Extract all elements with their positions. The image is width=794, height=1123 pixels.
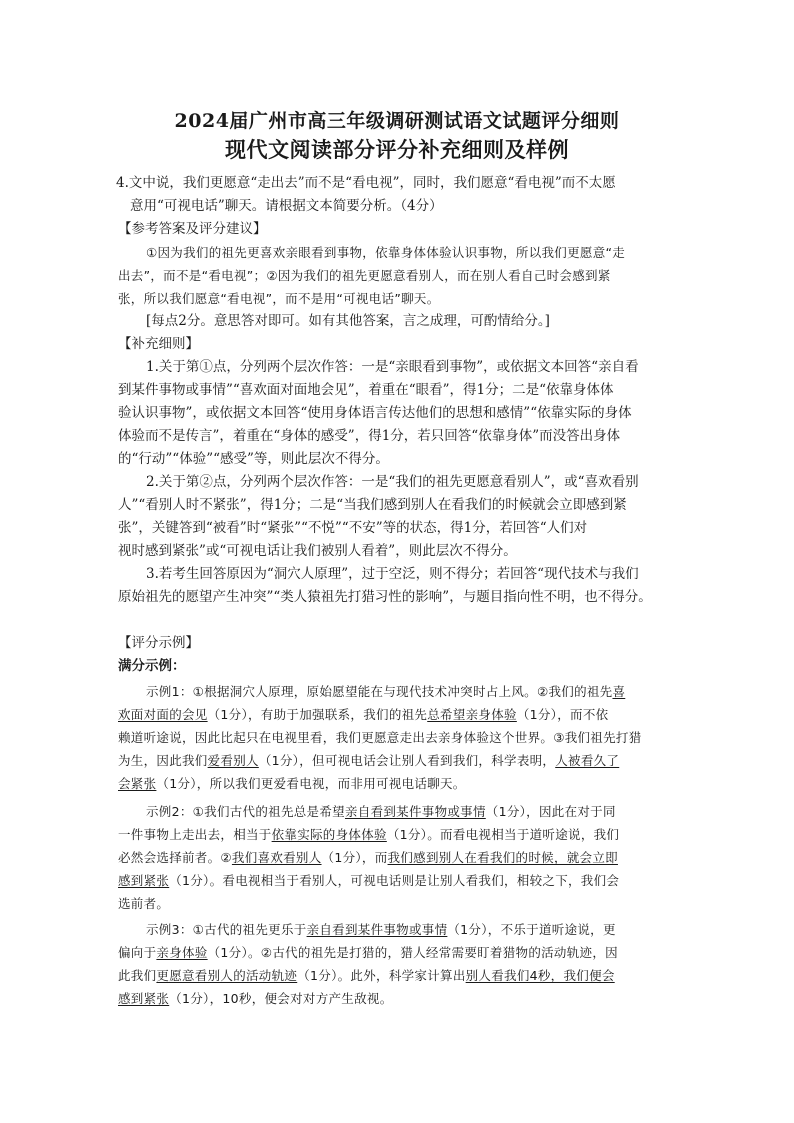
example-line: 示例3：①古代的祖先更乐于亲自看到某件事物或事情（1分），不乐于道听途说，更 xyxy=(146,922,616,937)
rule-line: 到某件事物或事情”“喜欢面对面地会见”，着重在“眼看”，得1分；二是“依靠身体体 xyxy=(118,382,614,398)
example-line: 赖道听途说，因此比起只在电视里看，我们更愿意走出去亲身体验这个世界。③我们祖先打猎 xyxy=(118,730,642,745)
rule-line: 体验而不是传言”，着重在“身体的感受”，得1分，若只回答“依靠身体”而没答出身体 xyxy=(118,428,621,444)
underlined-key-point: 我们感到别人在看我们的时候，就会立即 xyxy=(387,850,618,865)
rule-line: 2.关于第②点，分列两个层次作答：一是“我们的祖先更愿意看别人”，或“喜欢看别 xyxy=(146,474,639,490)
scoring-examples-section xyxy=(118,632,678,678)
underlined-key-point: 感到紧张 xyxy=(118,873,170,888)
supplementary-rules-section xyxy=(118,333,678,609)
full-score-label: 满分示例： xyxy=(118,658,186,674)
example-line: 感到紧张（1分）。看电视相当于看别人，可视电话则是让别人看我们，相较之下，我们会 xyxy=(118,873,620,888)
scoring-note: [每点2分。意思答对即可。如有其他答案，言之成理，可酌情给分。] xyxy=(146,313,550,329)
example-line: 会紧张（1分），所以我们更爱看电视，而非用可视电话聊天。 xyxy=(118,776,466,791)
underlined-key-point: 亲身体验 xyxy=(156,945,208,960)
rule-line: 张”，关键答到“被看”时“紧张”“不悦”“不安”等的状态，得1分，若回答“人们对 xyxy=(118,520,588,536)
underlined-key-point: 人被看久了 xyxy=(555,753,620,768)
rule-line: 1.关于第①点，分列两个层次作答：一是“亲眼看到事物”，或依据文本回答“亲自看 xyxy=(146,359,639,375)
example-line: 感到紧张（1分），10秒，便会对对方产生敌视。 xyxy=(118,991,393,1006)
rule-line: 原始祖先的愿望产生冲突”“类人猿祖先打猎习性的影响”，与题目指向性不明，也不得分。 xyxy=(118,589,652,605)
document-subtitle: 现代文阅读部分评分补充细则及样例 xyxy=(225,137,569,162)
example-line: 欢面对面的会见（1分），有助于加强联系，我们的祖先总希望亲身体验（1分），而不依 xyxy=(118,707,609,722)
underlined-key-point: 依靠实际的身体体验 xyxy=(271,827,387,842)
example-1 xyxy=(118,680,678,795)
example-line: 示例1：①根据洞穴人原理，原始愿望能在与现代技术冲突时占上风。②我们的祖先喜 xyxy=(146,684,626,699)
rule-line: 3.若考生回答原因为“洞穴人原理”，过于空泛，则不得分；若回答“现代技术与我们 xyxy=(146,566,639,582)
example-line: 为生，因此我们爱看别人（1分），但可视电话会让别人看到我们，科学表明，人被看久了 xyxy=(118,753,620,768)
underlined-key-point: 我们喜欢看别人 xyxy=(231,850,322,865)
underlined-key-point: 亲自看到某件事物或事情 xyxy=(344,804,486,819)
example-line: 偏向于亲身体验（1分）。②古代的祖先是打猎的，猎人经常需要盯着猎物的活动轨迹，因 xyxy=(118,945,618,960)
section-header: 【补充细则】 xyxy=(118,336,199,352)
example-line: 选前者。 xyxy=(118,896,170,911)
underlined-key-point: 更愿意看别人的活动轨迹 xyxy=(156,968,298,983)
question xyxy=(116,172,676,218)
rule-line: 视时感到紧张”或“可视电话让我们被别人看着”，则此层次不得分。 xyxy=(118,543,517,559)
underlined-key-point: 总希望亲身体验 xyxy=(427,707,517,722)
rule-line: 验认识事物”，或依据文本回答“使用身体语言传达他们的思想和感情”“依靠实际的身体 xyxy=(118,405,632,421)
underlined-key-point: 会紧张 xyxy=(118,776,157,791)
example-2 xyxy=(118,800,678,915)
example-3 xyxy=(118,918,678,1010)
section-header: 【评分示例】 xyxy=(118,635,199,651)
section-header: 【参考答案及评分建议】 xyxy=(118,221,267,237)
document-title: 2024届广州市高三年级调研测试语文试题评分细则 xyxy=(174,110,620,132)
answer-line: 张，所以我们愿意“看电视”，而不是用“可视电话”聊天。 xyxy=(118,291,440,306)
rule-line: 人”“看别人时不紧张”，得1分；二是“当我们感到别人在看我们的时候就会立即感到紧 xyxy=(118,497,627,513)
underlined-key-point: 欢面对面的会见 xyxy=(118,707,208,722)
underlined-key-point: 亲自看到某件事物或事情 xyxy=(306,922,448,937)
rule-line: 的“行动”“体验”“感受”等，则此层次不得分。 xyxy=(118,451,389,467)
underlined-key-point: 喜 xyxy=(612,684,626,699)
example-line: 此我们更愿意看别人的活动轨迹（1分）。此外，科学家计算出别人看我们4秒，我们便会 xyxy=(118,968,615,983)
question-line: 4.文中说，我们更愿意“走出去”而不是“看电视”，同时，我们愿意“看电视”而不太愿 xyxy=(116,175,616,191)
question-line: 意用“可视电话”聊天。请根据文本简要分析。（4分） xyxy=(130,198,443,214)
example-line: 一件事物上走出去，相当于依靠实际的身体体验（1分）。而看电视相当于道听途说，我们 xyxy=(118,827,620,842)
example-line: 必然会选择前者。②我们喜欢看别人（1分），而我们感到别人在看我们的时候，就会立即 xyxy=(118,850,618,865)
reference-answer-section xyxy=(118,218,678,333)
underlined-key-point: 感到紧张 xyxy=(118,991,170,1006)
underlined-key-point: 爱看别人 xyxy=(207,753,259,768)
answer-line: ①因为我们的祖先更喜欢亲眼看到事物，依靠身体体验认识事物，所以我们更愿意“走 xyxy=(146,245,626,260)
underlined-key-point: 别人看我们4秒，我们便会 xyxy=(465,968,615,983)
answer-line: 出去”，而不是“看电视”；②因为我们的祖先更愿意看别人，而在别人看自己时会感到紧 xyxy=(118,268,611,283)
example-line: 示例2：①我们古代的祖先总是希望亲自看到某件事物或事情（1分），因此在对于同 xyxy=(146,804,616,819)
